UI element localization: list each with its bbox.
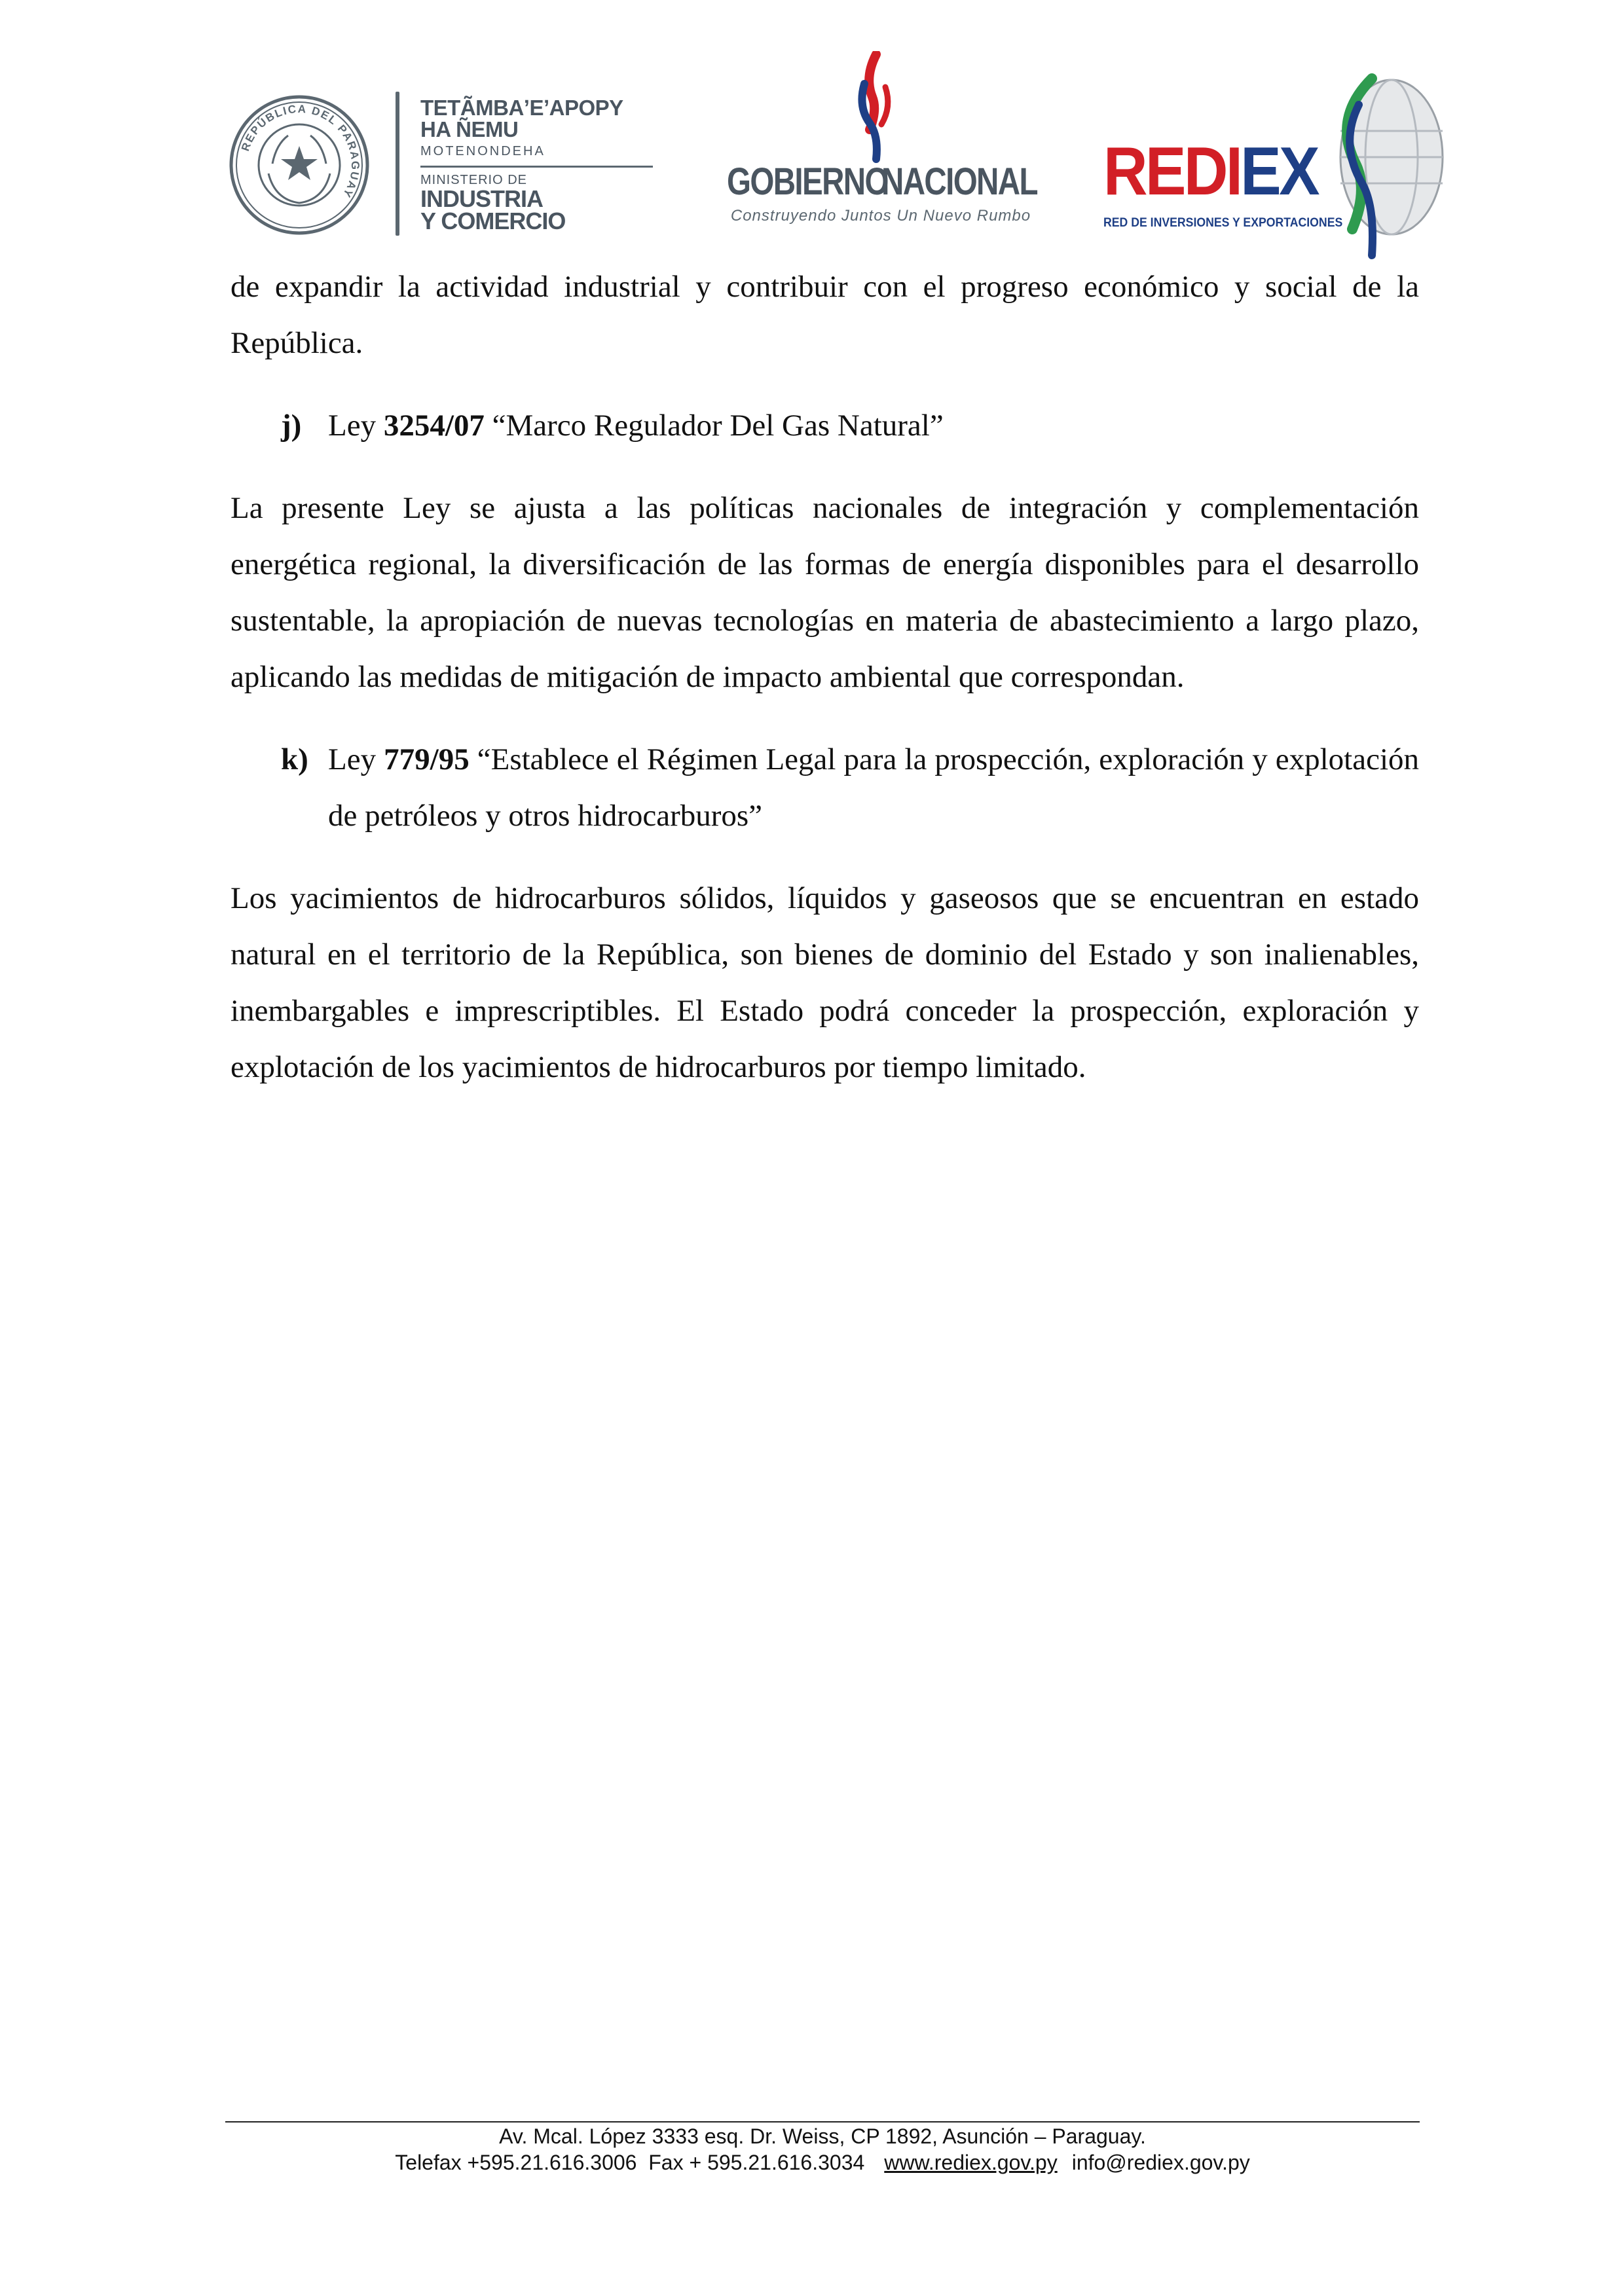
footer-phone: Telefax +595.21.616.3006 Fax + 595.21.616.3034 — [395, 2151, 865, 2174]
ministry-label: MINISTERIO DE — [420, 173, 528, 187]
gobierno-word: GOBIERNO — [727, 160, 888, 203]
ministry-name-2: Y COMERCIO — [420, 208, 566, 234]
ministry-rule — [420, 166, 653, 168]
footer-divider — [225, 2121, 1420, 2123]
footer-email[interactable]: info@rediex.gov.py — [1071, 2151, 1250, 2174]
ministry-name-1: INDUSTRIA — [420, 185, 543, 212]
list-item-j — [281, 397, 1419, 454]
list-item-label: k) — [281, 742, 308, 776]
rediex-logo — [1103, 65, 1434, 262]
list-item-label: j) — [281, 409, 302, 443]
law-title: “Establece el Régimen Legal para la prospección, exploración y explotación de petróleos y otros hidrocarburos” — [328, 742, 1420, 833]
ministry-divider — [396, 92, 399, 236]
flag-swoosh-icon — [838, 51, 910, 166]
paraguay-seal-logo — [229, 95, 370, 236]
rediex-wordmark — [1103, 134, 1318, 210]
law-title: “Marco Regulador Del Gas Natural” — [484, 409, 944, 443]
rediex-wordmark-red: REDI — [1103, 134, 1241, 210]
ministry-logo — [420, 97, 656, 232]
law-prefix: Ley — [328, 742, 384, 776]
document-body — [231, 259, 1419, 1095]
paragraph-gas-law: La presente Ley se ajusta a las políticas nacionales de integración y complementación energética regional, la diversificación de las formas de energía disponibles para el desarrollo sustentable, la apropiación de nuevas tecnologías en materia de abastecimiento a largo plazo, aplicando las medidas de mitigación de impacto ambiental que correspondan. — [231, 491, 1419, 694]
ministry-name-guarani-1: TETÃMBAʼEʼAPOPY — [420, 96, 623, 120]
ministry-name-guarani-2: HA ÑEMU — [420, 117, 519, 141]
rediex-wordmark-blue: EX — [1240, 134, 1318, 210]
footer-address: Av. Mcal. López 3333 esq. Dr. Weiss, CP 1892, Asunción – Paraguay. — [499, 2124, 1146, 2148]
list-item-text — [328, 731, 1419, 844]
globe-icon — [1326, 65, 1444, 262]
list-item-text — [328, 397, 1419, 454]
gobierno-nacional-logo — [727, 51, 1035, 261]
page-footer — [225, 2123, 1420, 2176]
list-item-k — [281, 731, 1419, 844]
ministry-name-guarani-3: MOTENONDEHA — [420, 144, 545, 158]
paragraph-continuation: de expandir la actividad industrial y contribuir con el progreso económico y social de la República. — [231, 270, 1419, 360]
nacional-word: NACIONAL — [881, 160, 1037, 203]
gobierno-tagline: Construyendo Juntos Un Nuevo Rumbo — [730, 207, 1031, 225]
svg-text:REPÚBLICA DEL PARAGUAY: REPÚBLICA DEL PARAGUAY — [239, 102, 362, 201]
rediex-subtitle: RED DE INVERSIONES Y EXPORTACIONES — [1103, 216, 1343, 230]
footer-website-link[interactable]: www.rediex.gov.py — [884, 2151, 1058, 2174]
law-prefix: Ley — [328, 409, 384, 443]
footer-contact — [225, 2149, 1420, 2176]
law-number: 3254/07 — [383, 409, 485, 443]
letterhead — [229, 39, 1434, 262]
law-number: 779/95 — [384, 742, 470, 776]
paragraph-hydrocarbons: Los yacimientos de hidrocarburos sólidos, líquidos y gaseosos que se encuentran en estado natural en el territorio de la República, son bienes de dominio del Estado y son inalienables, inembargables e imprescriptibles. El Estado podrá conceder la prospección, exploración y explotación de los yacimientos de hidrocarburos por tiempo limitado. — [231, 881, 1419, 1084]
